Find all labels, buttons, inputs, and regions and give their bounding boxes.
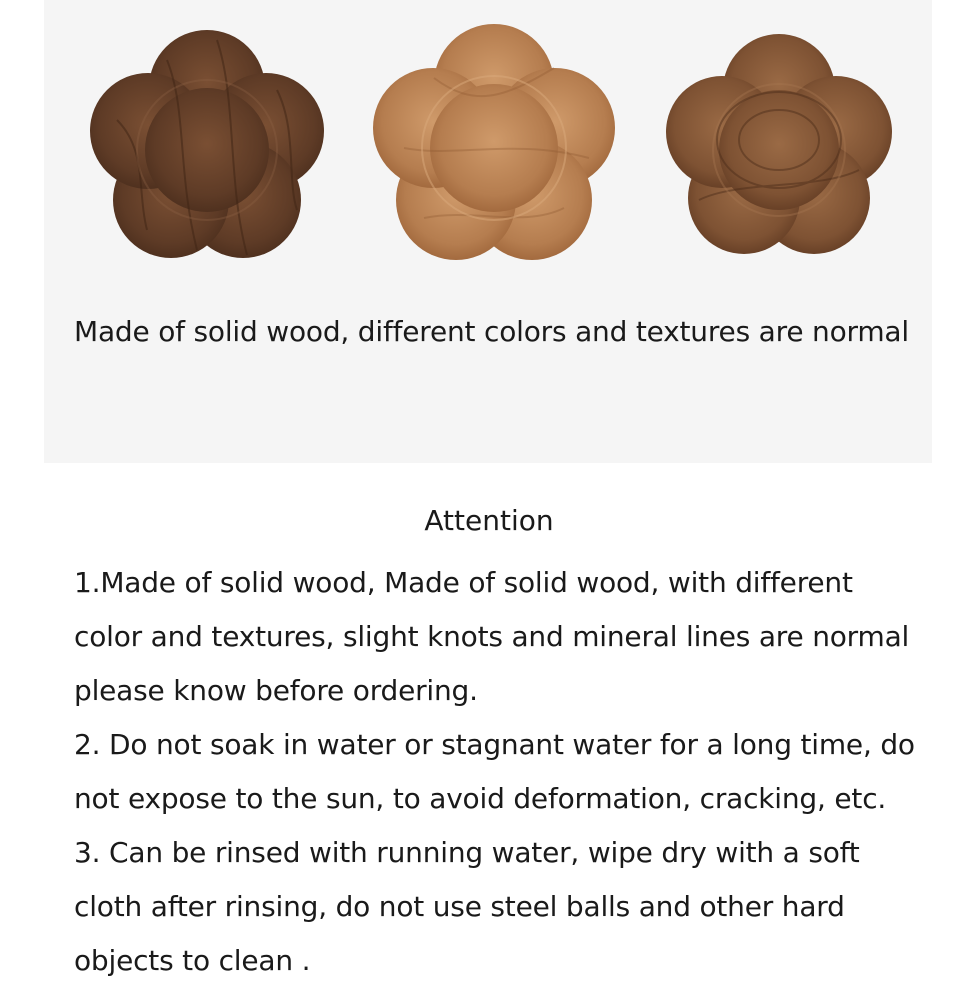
attention-notes: [74, 556, 934, 988]
note-line: 1.Made of solid wood, Made of solid wood, with different: [74, 566, 853, 599]
note-line: 2. Do not soak in water or stagnant water for a long time, do: [74, 728, 915, 761]
attention-heading: Attention: [424, 504, 554, 537]
light-cherry-flower-tray: [373, 24, 615, 260]
note-line: cloth after rinsing, do not use steel balls and other hard: [74, 890, 845, 923]
photo-caption: Made of solid wood, different colors and textures are normal: [74, 315, 909, 348]
note-line: not expose to the sun, to avoid deformation, cracking, etc.: [74, 782, 887, 815]
dark-walnut-flower-tray: [90, 30, 324, 258]
note-line: please know before ordering.: [74, 674, 478, 707]
flower-trays-illustration: [44, 0, 932, 300]
note-line: color and textures, slight knots and mineral lines are normal: [74, 620, 910, 653]
note-line: objects to clean .: [74, 944, 311, 977]
note-line: 3. Can be rinsed with running water, wipe dry with a soft: [74, 836, 860, 869]
acacia-flower-tray: [666, 34, 892, 254]
product-photo-panel: [44, 0, 932, 463]
